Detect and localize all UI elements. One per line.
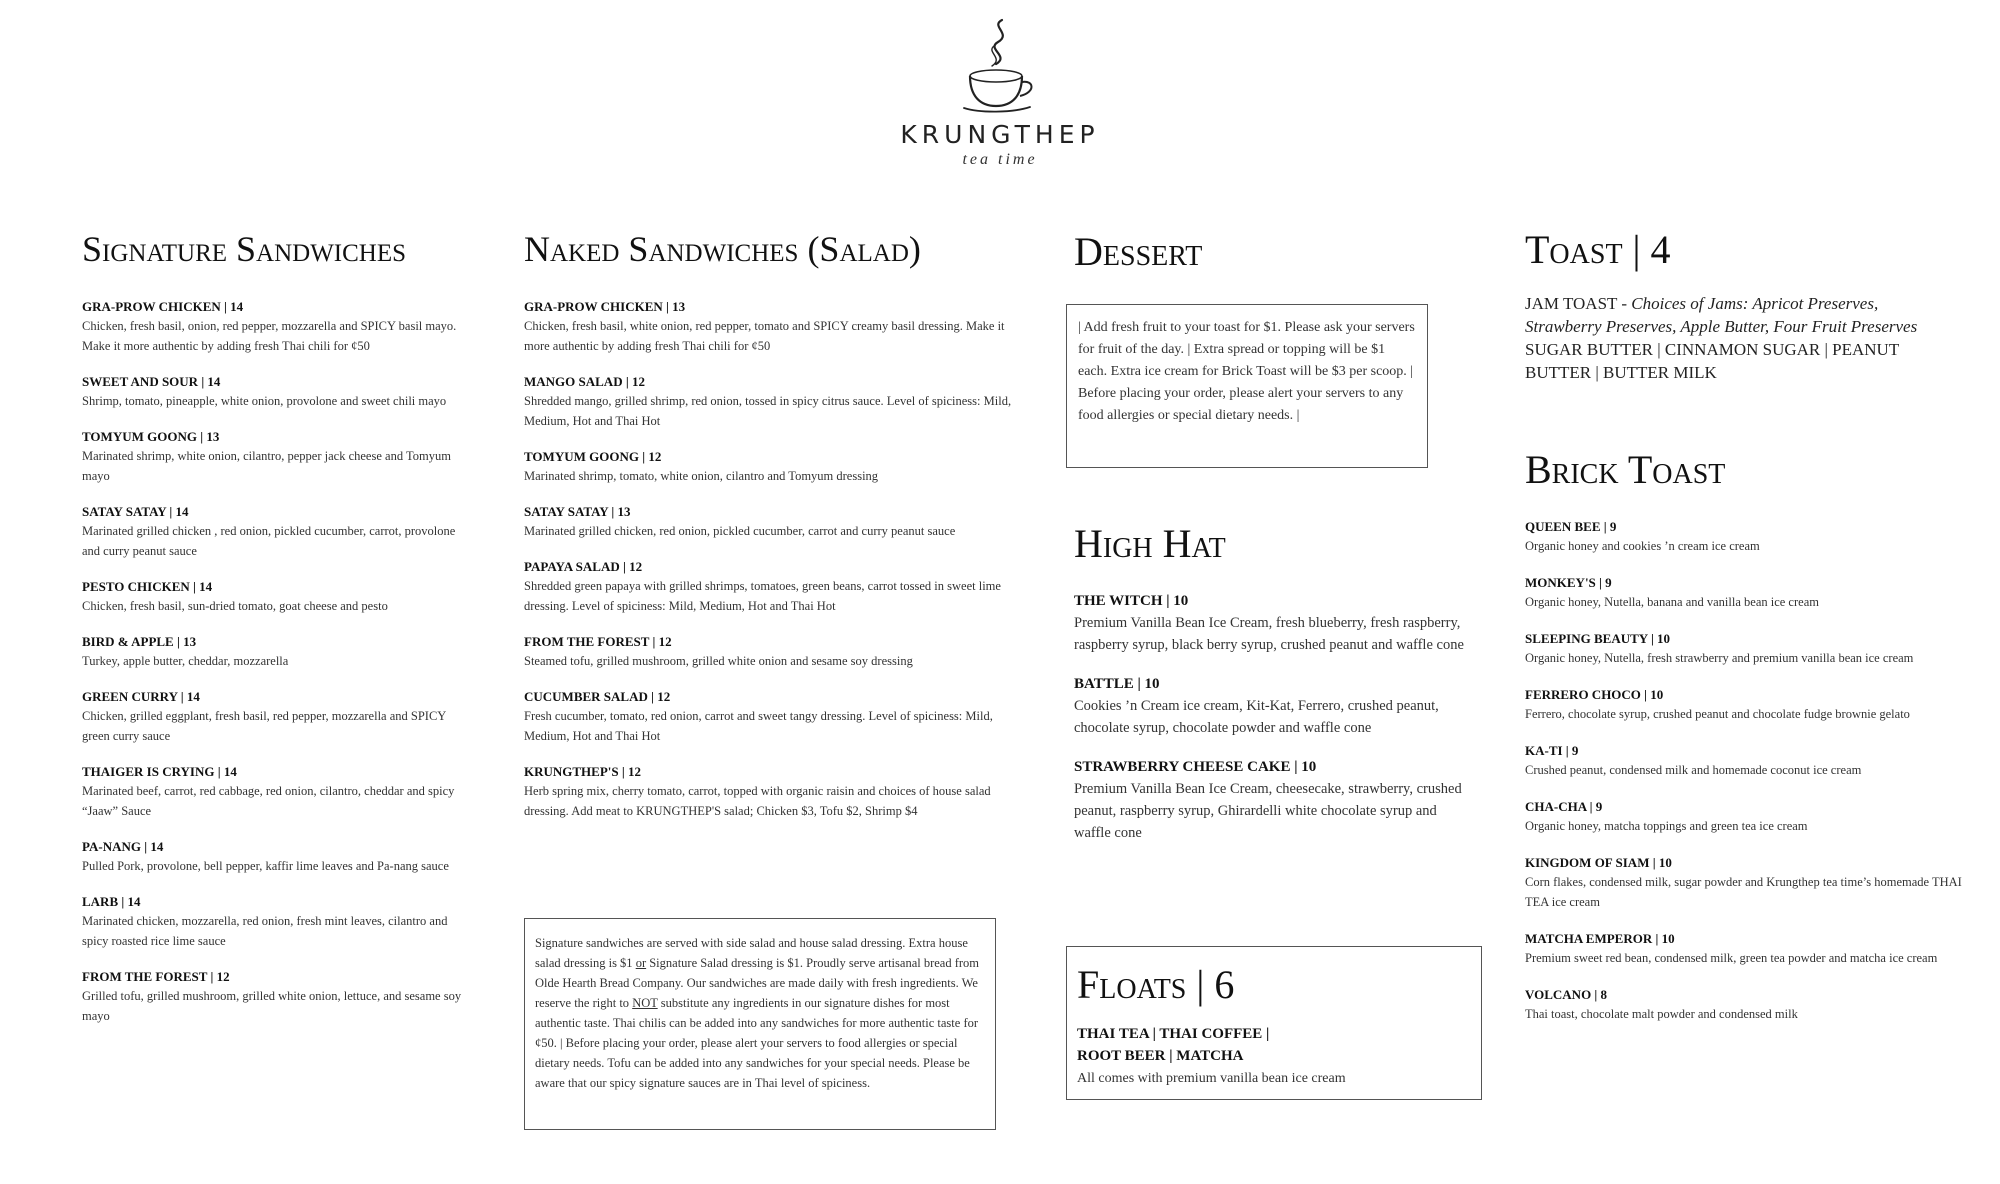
section-title: Naked Sandwiches (Salad) xyxy=(524,229,921,269)
dessert-section xyxy=(1074,230,1474,274)
jam-toast: JAM TOAST - Choices of Jams: Apricot Preserves, Strawberry Preserves, Apple Butter, Four Fruit Preserves xyxy=(1525,294,1918,336)
menu-item xyxy=(1525,686,1965,724)
menu-item xyxy=(1525,986,1965,1024)
item-name: KA-TI | 9 xyxy=(1525,743,1579,758)
item-desc: Marinated shrimp, tomato, white onion, cilantro and Tomyum dressing xyxy=(524,468,879,483)
item-name: BIRD & APPLE | 13 xyxy=(82,633,197,649)
brick-toast-section xyxy=(1525,448,1965,1042)
menu-item xyxy=(82,373,472,411)
item-desc: Organic honey, Nutella, fresh strawberry and premium vanilla bean ice cream xyxy=(1525,651,1914,665)
item-desc: Chicken, fresh basil, onion, red pepper, mozzarella and SPICY basil mayo. Make it more authentic by adding fresh Thai chili for ¢50 xyxy=(82,318,457,353)
floats-box xyxy=(1066,946,1482,1100)
item-desc: Shrimp, tomato, pineapple, white onion, provolone and sweet chili mayo xyxy=(82,393,447,408)
item-name: PESTO CHICKEN | 14 xyxy=(82,578,213,594)
menu-item xyxy=(1525,854,1965,912)
item-desc: Corn flakes, condensed milk, sugar powder and Krungthep tea time’s homemade THAI TEA ice cream xyxy=(1525,875,1962,909)
item-name: THAIGER IS CRYING | 14 xyxy=(82,763,237,779)
menu-list xyxy=(524,298,1014,821)
item-desc: Fresh cucumber, tomato, red onion, carrot and sweet tangy dressing. Level of spiciness: Mild, Medium, Hot and Thai Hot xyxy=(524,708,993,743)
menu-item xyxy=(524,633,1014,671)
item-desc: Premium Vanilla Bean Ice Cream, cheesecake, strawberry, crushed peanut, raspberry syrup, Ghirardelli white chocolate syrup and waffle cone xyxy=(1074,781,1462,841)
item-name: PAPAYA SALAD | 12 xyxy=(524,558,643,574)
item-desc: Premium sweet red bean, condensed milk, green tea powder and matcha ice cream xyxy=(1525,951,1938,965)
item-name: BATTLE | 10 xyxy=(1074,676,1160,692)
item-name: QUEEN BEE | 9 xyxy=(1525,519,1617,534)
item-name: PA-NANG | 14 xyxy=(82,838,164,854)
item-desc: Ferrero, chocolate syrup, crushed peanut and chocolate fudge brownie gelato xyxy=(1525,707,1910,721)
brand-name: KRUNGTHEP xyxy=(900,120,1100,149)
menu-item xyxy=(1525,742,1965,780)
item-desc: Thai toast, chocolate malt powder and condensed milk xyxy=(1525,1007,1798,1021)
item-desc: Marinated beef, carrot, red cabbage, red onion, cilantro, cheddar and spicy “Jaaw” Sauce xyxy=(82,783,455,818)
menu-item xyxy=(82,503,472,561)
item-desc: Crushed peanut, condensed milk and homemade coconut ice cream xyxy=(1525,763,1862,777)
item-desc: Chicken, grilled eggplant, fresh basil, red pepper, mozzarella and SPICY green curry sauce xyxy=(82,708,446,743)
item-name: KINGDOM OF SIAM | 10 xyxy=(1525,855,1672,870)
menu-item xyxy=(1525,630,1965,668)
item-name: GREEN CURRY | 14 xyxy=(82,688,200,704)
item-desc: Pulled Pork, provolone, bell pepper, kaffir lime leaves and Pa-nang sauce xyxy=(82,858,449,873)
item-desc: Chicken, fresh basil, white onion, red pepper, tomato and SPICY creamy basil dressing. Make it more authentic by adding fresh Thai chili for ¢50 xyxy=(524,318,1005,353)
item-name: CUCUMBER SALAD | 12 xyxy=(524,688,671,704)
menu-item xyxy=(1074,673,1474,739)
item-name: SATAY SATAY | 13 xyxy=(524,503,631,519)
section-title: Toast | 4 xyxy=(1525,227,1671,272)
item-name: KRUNGTHEP'S | 12 xyxy=(524,763,641,779)
menu-item xyxy=(524,503,1014,541)
toast-options: SUGAR BUTTER | CINNAMON SUGAR | PEANUT BUTTER | BUTTER MILK xyxy=(1525,340,1899,382)
item-name: MONKEY'S | 9 xyxy=(1525,575,1612,590)
floats-line-1: THAI TEA | THAI COFFEE | xyxy=(1077,1026,1270,1042)
item-desc: Cookies ’n Cream ice cream, Kit-Kat, Ferrero, crushed peanut, chocolate syrup, chocolate powder and waffle cone xyxy=(1074,698,1439,736)
item-desc: Marinated shrimp, white onion, cilantro, pepper jack cheese and Tomyum mayo xyxy=(82,448,451,483)
item-name: TOMYUM GOONG | 12 xyxy=(524,448,662,464)
menu-item xyxy=(82,893,472,951)
menu-item xyxy=(82,428,472,486)
item-name: SLEEPING BEAUTY | 10 xyxy=(1525,631,1671,646)
menu-list xyxy=(1074,590,1474,844)
item-name: TOMYUM GOONG | 13 xyxy=(82,428,220,444)
dessert-note-box xyxy=(1066,304,1428,468)
section-title: Floats | 6 xyxy=(1077,962,1235,1007)
item-name: FERRERO CHOCO | 10 xyxy=(1525,687,1664,702)
menu-item xyxy=(1525,930,1965,968)
item-desc: Herb spring mix, cherry tomato, carrot, topped with organic raisin and choices of house salad dressing. Add meat to KRUNGTHEP'S salad; Chicken $3, Tofu $2, Shrimp $4 xyxy=(524,783,991,818)
item-desc: Chicken, fresh basil, sun-dried tomato, goat cheese and pesto xyxy=(82,598,388,613)
menu-item xyxy=(524,298,1014,356)
item-desc: Organic honey and cookies ’n cream ice cream xyxy=(1525,539,1760,553)
item-name: FROM THE FOREST | 12 xyxy=(82,968,230,984)
item-desc: Organic honey, matcha toppings and green tea ice cream xyxy=(1525,819,1808,833)
item-name: GRA-PROW CHICKEN | 14 xyxy=(82,298,244,314)
menu-list xyxy=(1525,518,1965,1024)
section-title: Signature Sandwiches xyxy=(82,229,407,269)
menu-item xyxy=(1074,590,1474,656)
floats-line-2: ROOT BEER | MATCHA xyxy=(1077,1048,1244,1064)
item-name: SWEET AND SOUR | 14 xyxy=(82,373,221,389)
item-name: MATCHA EMPEROR | 10 xyxy=(1525,931,1675,946)
high-hat-section xyxy=(1074,522,1474,861)
item-desc: Marinated grilled chicken, red onion, pickled cucumber, carrot and curry peanut sauce xyxy=(524,523,956,538)
item-name: THE WITCH | 10 xyxy=(1074,593,1189,609)
item-desc: Organic honey, Nutella, banana and vanilla bean ice cream xyxy=(1525,595,1819,609)
menu-item xyxy=(524,688,1014,746)
item-name: GRA-PROW CHICKEN | 13 xyxy=(524,298,686,314)
menu-item xyxy=(82,633,472,671)
sandwich-note: Signature sandwiches are served with side salad and house salad dressing. Extra house salad dressing is $1 or Signature Salad dressing is $1. Proudly serve artisanal bread from Olde Hearth Bread Company. Our sandwiches are made daily with fresh ingredients. We reserve the right to NOT substitute any ingredients in our signature dishes for most authentic taste. Thai chilis can be added into any sandwiches for more authentic taste for ¢50. | Before placing your order, please alert your servers to food allergies or special dietary needs. Tofu can be added into any sandwiches for your special needs. Please be aware that our spicy signature sauces are in Thai level of spiciness. xyxy=(535,936,980,1090)
menu-item xyxy=(524,448,1014,486)
item-name: CHA-CHA | 9 xyxy=(1525,799,1603,814)
toast-section xyxy=(1525,228,1955,384)
menu-item xyxy=(82,578,472,616)
item-name: LARB | 14 xyxy=(82,893,141,909)
menu-item xyxy=(524,558,1014,616)
brand-logo xyxy=(900,14,1100,169)
section-title: Dessert xyxy=(1074,229,1203,274)
dessert-note: | Add fresh fruit to your toast for $1. Please ask your servers for fruit of the day. | Extra spread or topping will be $1 each. Extra ice cream for Brick Toast will be $3 per scoop. | Before placing your order, please alert your servers to any food allergies or special dietary needs. | xyxy=(1078,320,1415,423)
section-title: Brick Toast xyxy=(1525,447,1726,492)
item-desc: Shredded green papaya with grilled shrimps, tomatoes, green beans, carrot tossed in sweet lime dressing. Level of spiciness: Mild, Medium, Hot and Thai Hot xyxy=(524,578,1001,613)
menu-item xyxy=(524,373,1014,431)
menu-item xyxy=(1525,518,1965,556)
item-name: VOLCANO | 8 xyxy=(1525,987,1608,1002)
menu-item xyxy=(524,763,1014,821)
menu-item xyxy=(82,298,472,356)
menu-item xyxy=(82,688,472,746)
sandwich-note-box xyxy=(524,918,996,1130)
item-desc: Premium Vanilla Bean Ice Cream, fresh blueberry, fresh raspberry, raspberry syrup, black berry syrup, crushed peanut and waffle cone xyxy=(1074,615,1464,653)
brand-tagline: tea time xyxy=(962,151,1038,168)
item-desc: Marinated grilled chicken , red onion, pickled cucumber, carrot, provolone and curry peanut sauce xyxy=(82,523,456,558)
menu-item xyxy=(1525,798,1965,836)
item-name: FROM THE FOREST | 12 xyxy=(524,633,672,649)
signature-sandwiches-section xyxy=(82,230,472,1043)
menu-item xyxy=(1074,756,1474,844)
menu-item xyxy=(82,838,472,876)
menu-item xyxy=(82,763,472,821)
item-desc: Steamed tofu, grilled mushroom, grilled white onion and sesame soy dressing xyxy=(524,653,913,668)
item-desc: Marinated chicken, mozzarella, red onion, fresh mint leaves, cilantro and spicy roasted rice lime sauce xyxy=(82,913,448,948)
item-desc: Turkey, apple butter, cheddar, mozzarella xyxy=(82,653,289,668)
item-name: STRAWBERRY CHEESE CAKE | 10 xyxy=(1074,759,1317,775)
menu-item xyxy=(1525,574,1965,612)
item-name: MANGO SALAD | 12 xyxy=(524,373,645,389)
item-name: SATAY SATAY | 14 xyxy=(82,503,189,519)
menu-list xyxy=(82,298,472,1026)
item-desc: Grilled tofu, grilled mushroom, grilled white onion, lettuce, and sesame soy mayo xyxy=(82,988,462,1023)
floats-desc: All comes with premium vanilla bean ice cream xyxy=(1077,1071,1346,1086)
section-title: High Hat xyxy=(1074,521,1226,566)
naked-sandwiches-section xyxy=(524,230,1014,838)
item-desc: Shredded mango, grilled shrimp, red onion, tossed in spicy citrus sauce. Level of spiciness: Mild, Medium, Hot and Thai Hot xyxy=(524,393,1012,428)
menu-item xyxy=(82,968,472,1026)
teacup-icon xyxy=(960,14,1040,114)
